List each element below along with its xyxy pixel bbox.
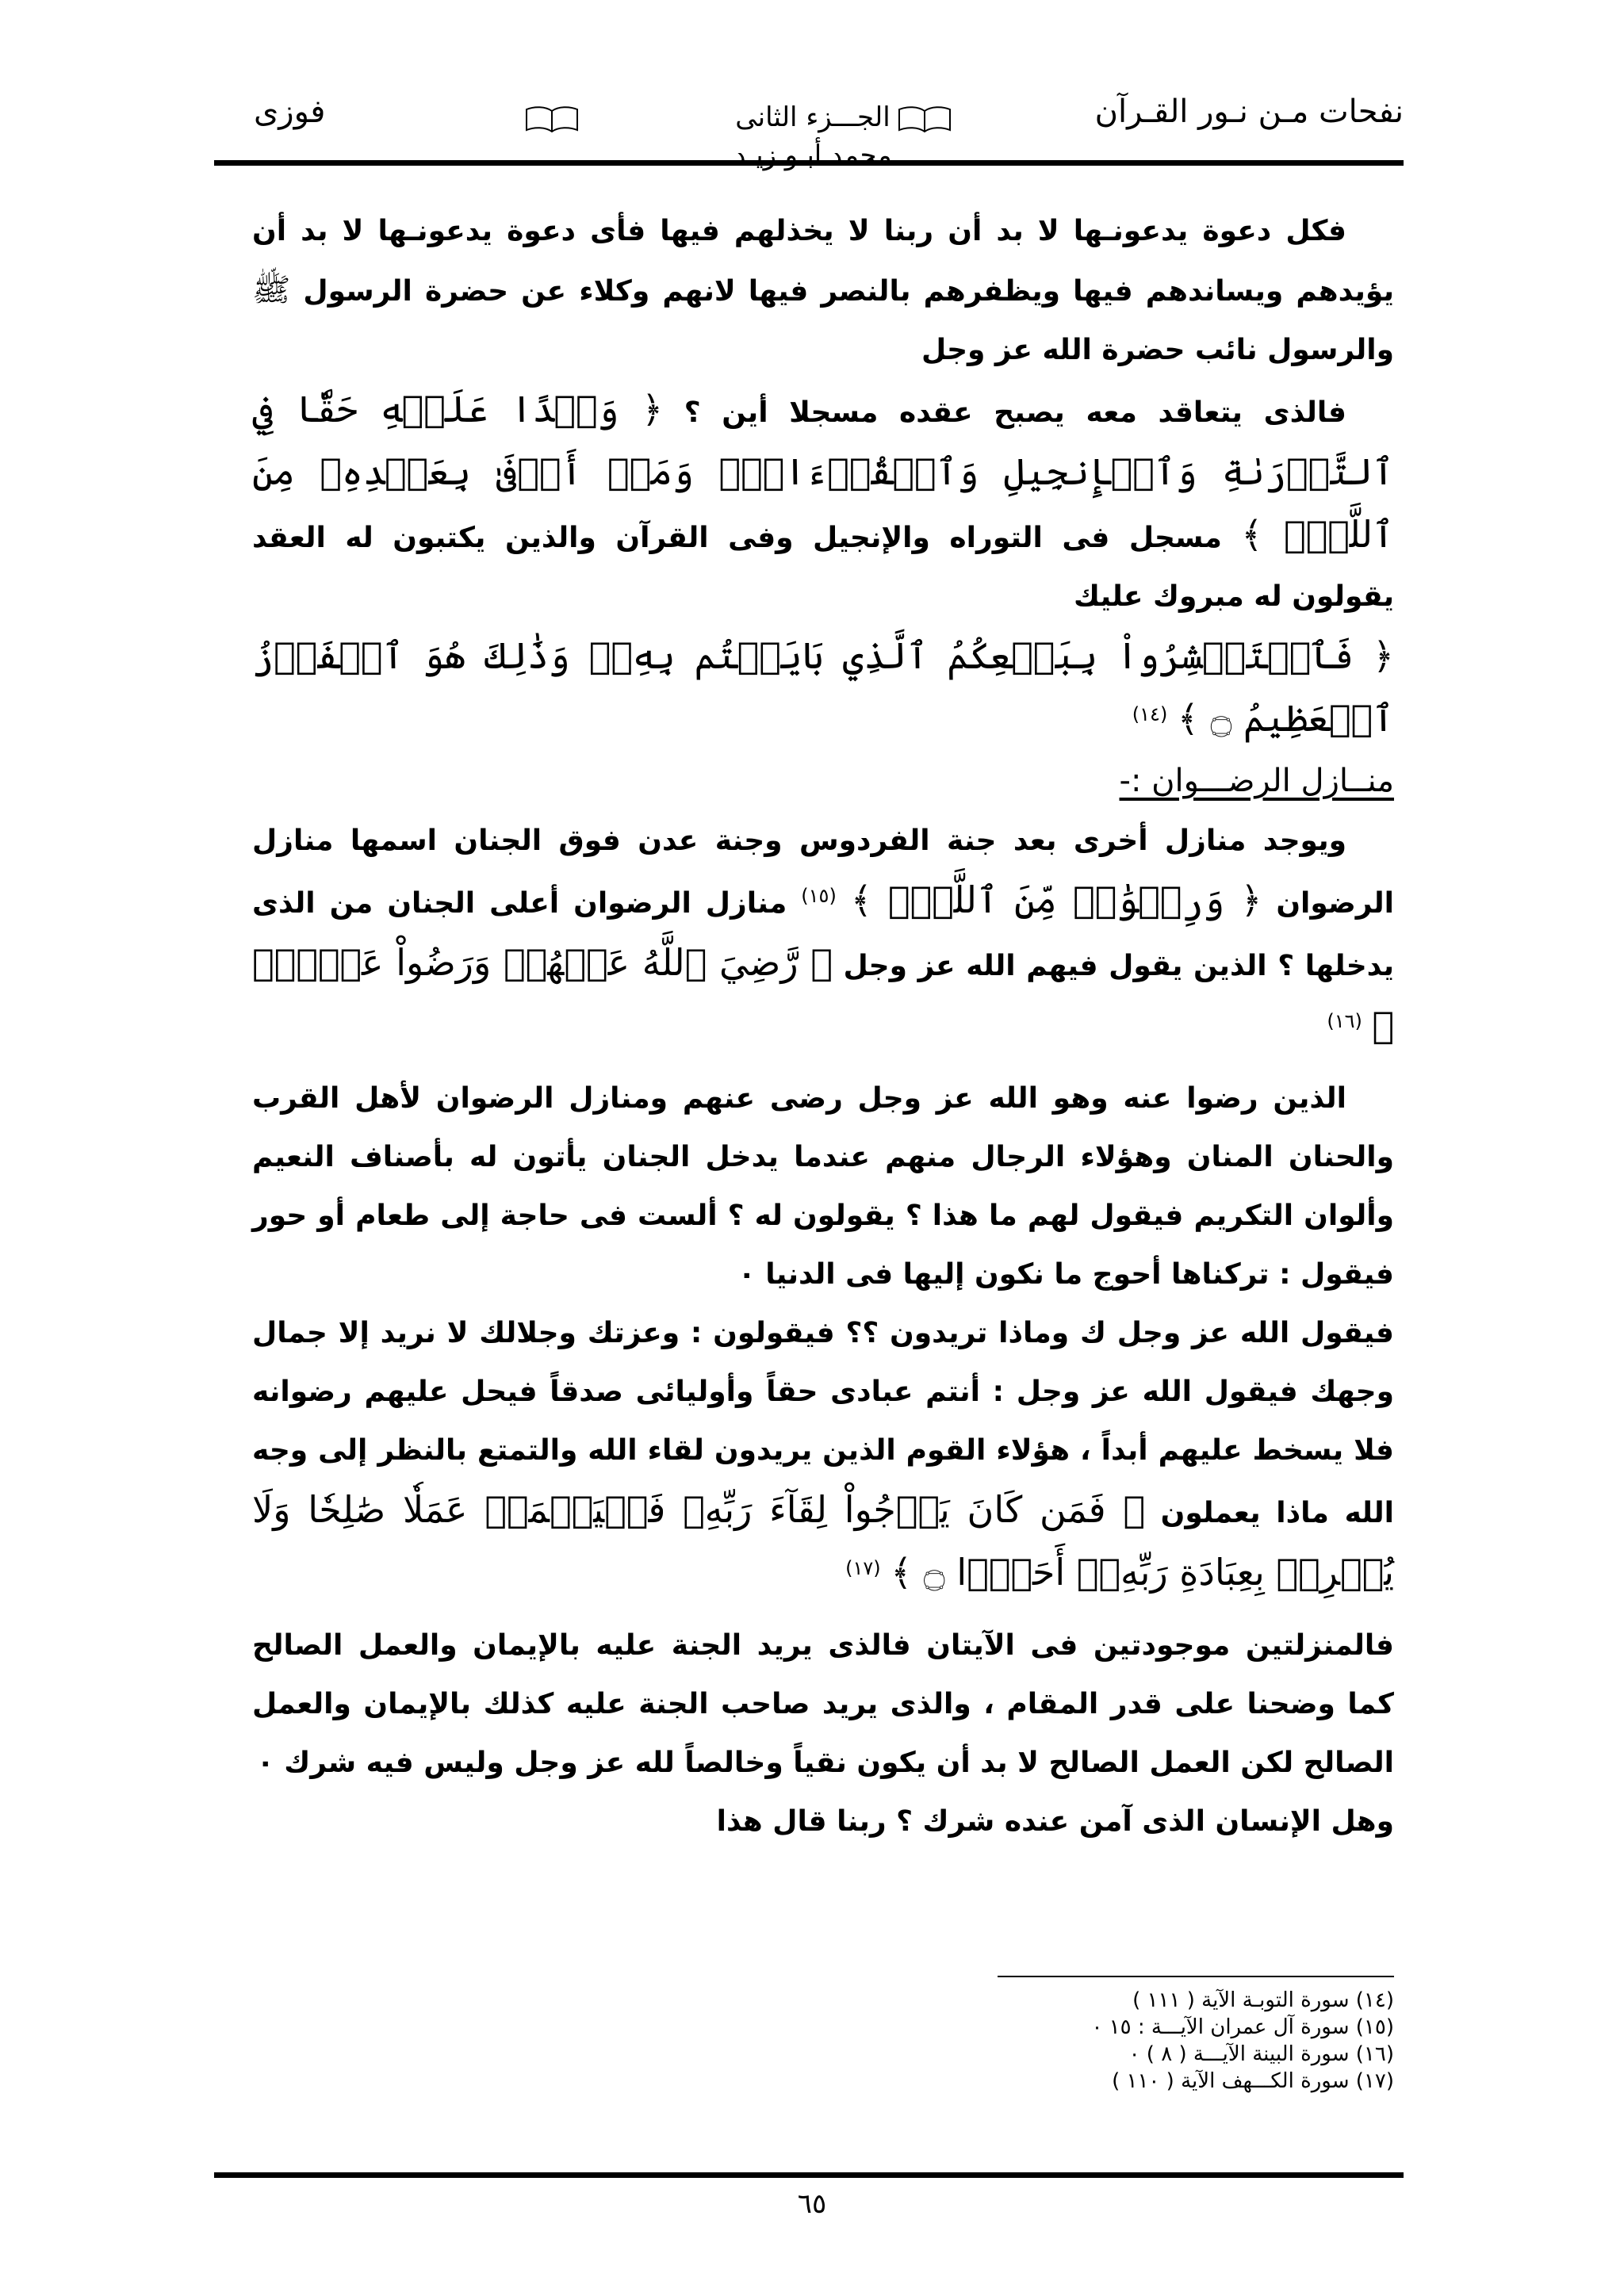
- footer-rule: [214, 2172, 1404, 2178]
- salla-allah-symbol: ﷺ: [252, 272, 291, 308]
- part-label: الجـــزء الثانى: [735, 101, 891, 133]
- footnote-14: (١٤) سورة التوبـة الآية ( ١١١ ): [1132, 1988, 1394, 2012]
- footnote-rule: [998, 1976, 1394, 1977]
- quran-verse: ﴿ رَّضِيَ ٱللَّهُ عَنۡهُمۡ وَرَضُواْ عَنۡهُۚ ﴾: [252, 941, 1394, 1047]
- book-title: نفحات مـن نـور القـرآن: [1094, 94, 1404, 130]
- section-title: منــازل الرضـــوان :-: [1119, 763, 1394, 799]
- footnote-15: (١٥) سورة آل عمران الآيـــة : ١٥ ٠: [1091, 2015, 1394, 2039]
- paragraph-7: فالمنزلتين موجودتين فى الآيتان فالذى يريد الجنة عليه بالإيمان والعمل الصالح كما وضحنا على قدر المقام ، والذى يريد صاحب الجنة عليه كذلك بالإيمان والعمل الصالح لكن العمل الصالح لا بد أن يكون نقياً وخالصاً لله عز وجل وليس فيه شرك ٠: [252, 1629, 1394, 1779]
- author-line: محمد أبـو زيـد: [733, 140, 892, 171]
- paragraph-3: [252, 626, 1394, 752]
- quran-verse: ﴿ فَمَن كَانَ يَرۡجُواْ لِقَآءَ رَبِّهِۦ فَلۡيَعۡمَلۡ عَمَلٗا صَٰلِحٗا وَلَا يُشۡرِكۡ بِعِبَادَةِ رَبِّهِۦٓ أَحَدَۢا ۝ ﴾: [252, 1488, 1394, 1594]
- paragraph-4: ويوجد منازل أخرى بعد جنة الفردوس وجنة عدن فوق الجنان اسمها منازل الرضوان ﴿ وَرِضۡوَٰنٞ مِّنَ ٱللَّهِۗ ﴾ $^{(١٥)}$ منازل الرضوان أعلى الجنان من الذى يدخلها ؟ الذين يقول فيهم الله عز وجل ﴿ رَّضِيَ ٱللَّهُ عَنۡهُمۡ وَرَضُواْ عَنۡهُۚ ﴾ $^{(١٦)}$: [252, 825, 1394, 1047]
- section-heading: [252, 752, 1394, 812]
- paragraph-6: فيقول الله عز وجل ك وماذا تريدون ؟؟ فيقولون : وعزتك وجلالك لا نريد إلا جمال وجهك فيقول الله عز وجل : أنتم عبادى حقاً وأوليائى صدقاً فيحل عليهم رضوانه فلا يسخط عليهم أبداً ، هؤلاء القوم الذين يريدون لقاء الله والتمتع بالنظر إلى وجه الله ماذا يعملون ﴿ فَمَن كَانَ يَرۡجُواْ لِقَآءَ رَبِّهِۦ فَلۡيَعۡمَلۡ عَمَلٗا صَٰلِحٗا وَلَا يُشۡرِكۡ بِعِبَادَةِ رَبِّهِۦٓ أَحَدَۢا ۝ ﴾ $^{(١٧)}$: [252, 1317, 1394, 1594]
- paragraph-2: فالذى يتعاقد معه يصبح عقده مسجلا أين ؟ ﴿ وَعۡدًا عَلَيۡهِ حَقّٗا فِي ٱلتَّوۡرَىٰةِ وَٱلۡإِنجِيلِ وَٱلۡقُرۡءَانِۚ وَمَنۡ أَوۡفَىٰ بِعَهۡدِهِۦ مِنَ ٱللَّهِۚ ﴾ مسجل فى التوراه والإنجيل وفى القرآن والذين يكتبون له العقد يقولون له مبروك عليك: [252, 388, 1394, 613]
- quran-verse: ﴿ فَٱسۡتَبۡشِرُواْ بِبَيۡعِكُمُ ٱلَّذِي بَايَعۡتُم بِهِۦۚ وَذَٰلِكَ هُوَ ٱلۡفَوۡزُ ٱلۡعَظِيمُ ۝ ﴾: [252, 634, 1394, 740]
- footnote-ref: (١٧): [845, 1557, 881, 1579]
- footnote-ref: (١٦): [1327, 1010, 1362, 1032]
- paragraph-1: فكل دعوة يدعونـها لا بد أن ربنا لا يخذلهم فيها فأى دعوة يدعونـها لا بد أن يؤيدهم ويساندهم فيها ويظفرهم بالنصر فيها لانهم وكلاء عن حضرة الرسول ﷺ والرسول نائب حضرة الله عز وجل: [252, 215, 1394, 366]
- page-number: ٦٥: [797, 2188, 827, 2220]
- paragraph-5: الذين رضوا عنه وهو الله عز وجل رضى عنهم ومنازل الرضوان لأهل القرب والحنان المنان وهؤلاء الرجال منهم عندما يدخل الجنان يأتون له بأصناف النعيم وألوان التكريم فيقول لهم ما هذا ؟ يقولون له ؟ ألست فى حاجة إلى طعام أو حور فيقول : تركناها أحوج ما نكون إليها فى الدنيا ٠: [252, 1082, 1394, 1291]
- footnote-ref: (١٤): [1132, 703, 1168, 725]
- paragraph-8: وهل الإنسان الذى آمن عنده شرك ؟ ربنا قال هذا: [716, 1805, 1394, 1838]
- footnote-16: (١٦) سورة البينة الآيـــة ( ٨ ) ٠: [1128, 2042, 1394, 2066]
- header-rule: [214, 160, 1404, 166]
- open-book-icon: [523, 105, 580, 133]
- quran-verse: ﴿ وَعۡدًا عَلَيۡهِ حَقّٗا فِي ٱلتَّوۡرَىٰةِ وَٱلۡإِنجِيلِ وَٱلۡقُرۡءَانِۚ وَمَنۡ أَوۡفَىٰ بِعَهۡدِهِۦ مِنَ ٱللَّهِۚ ﴾: [252, 388, 1394, 556]
- footnote-17: (١٧) سورة الكـــهف الآية ( ١١٠ ): [1112, 2069, 1394, 2093]
- footnotes: [793, 1987, 1394, 2095]
- page-header: [214, 87, 1404, 171]
- author-short: فوزى: [254, 94, 326, 130]
- page-body: [252, 202, 1394, 1851]
- quran-verse: ﴿ وَرِضۡوَٰنٞ مِّنَ ٱللَّهِۗ ﴾: [850, 878, 1262, 921]
- footnote-ref: (١٥): [801, 885, 837, 907]
